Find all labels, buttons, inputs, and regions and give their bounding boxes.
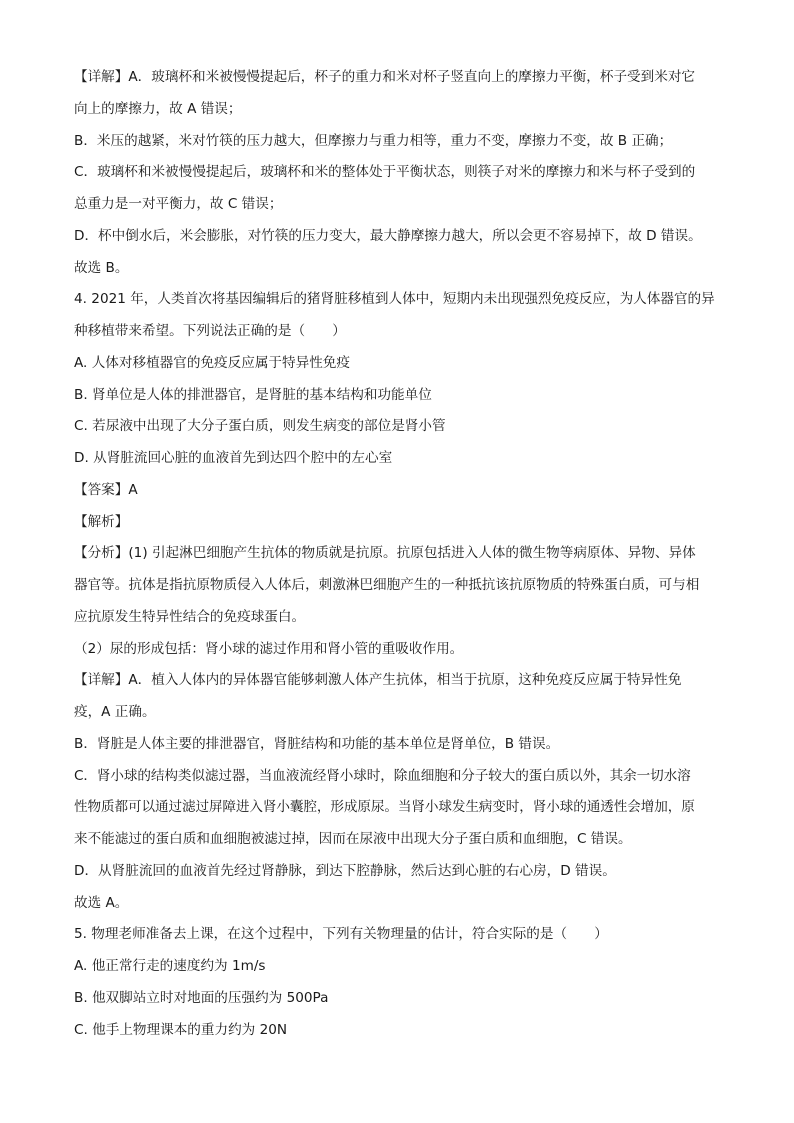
answer-line: 【答案】A — [74, 482, 138, 498]
option-b: B. 他双脚站立时对地面的压强约为 500Pa — [74, 990, 329, 1006]
text-line: 器官等。抗体是指抗原物质侵入人体后，刺激淋巴细胞产生的一种抵抗该抗原物质的特殊蛋白质，可与相 — [74, 577, 700, 593]
text-line: B．肾脏是人体主要的排泄器官，肾脏结构和功能的基本单位是肾单位，B 错误。 — [74, 736, 560, 752]
question-stem: 种移植带来希望。下列说法正确的是（ ） — [74, 323, 346, 339]
text-line: 【详解】A．玻璃杯和米被慢慢提起后，杯子的重力和米对杯子竖直向上的摩擦力平衡，杯子受到米对它 — [74, 69, 696, 85]
text-line: 向上的摩擦力，故 A 错误； — [74, 101, 242, 117]
text-line: C．肾小球的结构类似滤过器，当血液流经肾小球时，除血细胞和分子较大的蛋白质以外，其余一切水溶 — [74, 768, 691, 784]
text-line: 故选 A。 — [74, 895, 129, 911]
option-b: B. 肾单位是人体的排泄器官，是肾脏的基本结构和功能单位 — [74, 387, 432, 403]
text-line: 【分析】(1) 引起淋巴细胞产生抗体的物质就是抗原。抗原包括进入人体的微生物等病原体、异物、异体 — [74, 545, 696, 561]
text-line: 来不能滤过的蛋白质和血细胞被滤过掉，因而在尿液中出现大分子蛋白质和血细胞，C 错误。 — [74, 831, 632, 847]
text-line: C．玻璃杯和米被慢慢提起后，玻璃杯和米的整体处于平衡状态，则筷子对米的摩擦力和米与杯子受到的 — [74, 164, 696, 180]
text-line: 疫，A 正确。 — [74, 704, 156, 720]
analysis-heading: 【解析】 — [74, 514, 129, 530]
question-stem: 4. 2021 年，人类首次将基因编辑后的猪肾脏移植到人体中，短期内未出现强烈免疫反应，为人体器官的异 — [74, 291, 715, 307]
option-a: A. 他正常行走的速度约为 1m/s — [74, 958, 266, 974]
text-line: （2）尿的形成包括：肾小球的滤过作用和肾小管的重吸收作用。 — [74, 641, 464, 657]
text-line: D．杯中倒水后，米会膨胀，对竹筷的压力变大，最大静摩擦力越大，所以会更不容易掉下，故 D 错误。 — [74, 228, 702, 244]
option-a: A. 人体对移植器官的免疫反应属于特异性免疫 — [74, 355, 350, 371]
text-line: 总重力是一对平衡力，故 C 错误； — [74, 196, 283, 212]
text-line: 应抗原发生特异性结合的免疫球蛋白。 — [74, 609, 306, 625]
text-line: 故选 B。 — [74, 260, 129, 276]
option-c: C. 他手上物理课本的重力约为 20N — [74, 1022, 288, 1038]
text-line: 性物质都可以通过滤过屏障进入肾小囊腔，形成原尿。当肾小球发生病变时，肾小球的通透性会增加，原 — [74, 799, 695, 815]
option-d: D. 从肾脏流回心脏的血液首先到达四个腔中的左心室 — [74, 450, 393, 466]
question-stem: 5. 物理老师准备去上课，在这个过程中，下列有关物理量的估计，符合实际的是（ ） — [74, 926, 608, 942]
text-line: 【详解】A．植入人体内的异体器官能够刺激人体产生抗体，相当于抗原，这种免疫反应属于特异性免 — [74, 672, 682, 688]
text-line: D．从肾脏流回的血液首先经过肾静脉，到达下腔静脉，然后达到心脏的右心房，D 错误。 — [74, 863, 616, 879]
text-line: B．米压的越紧，米对竹筷的压力越大，但摩擦力与重力相等，重力不变，摩擦力不变，故 B 正确； — [74, 133, 673, 149]
option-c: C. 若尿液中出现了大分子蛋白质，则发生病变的部位是肾小管 — [74, 418, 446, 434]
